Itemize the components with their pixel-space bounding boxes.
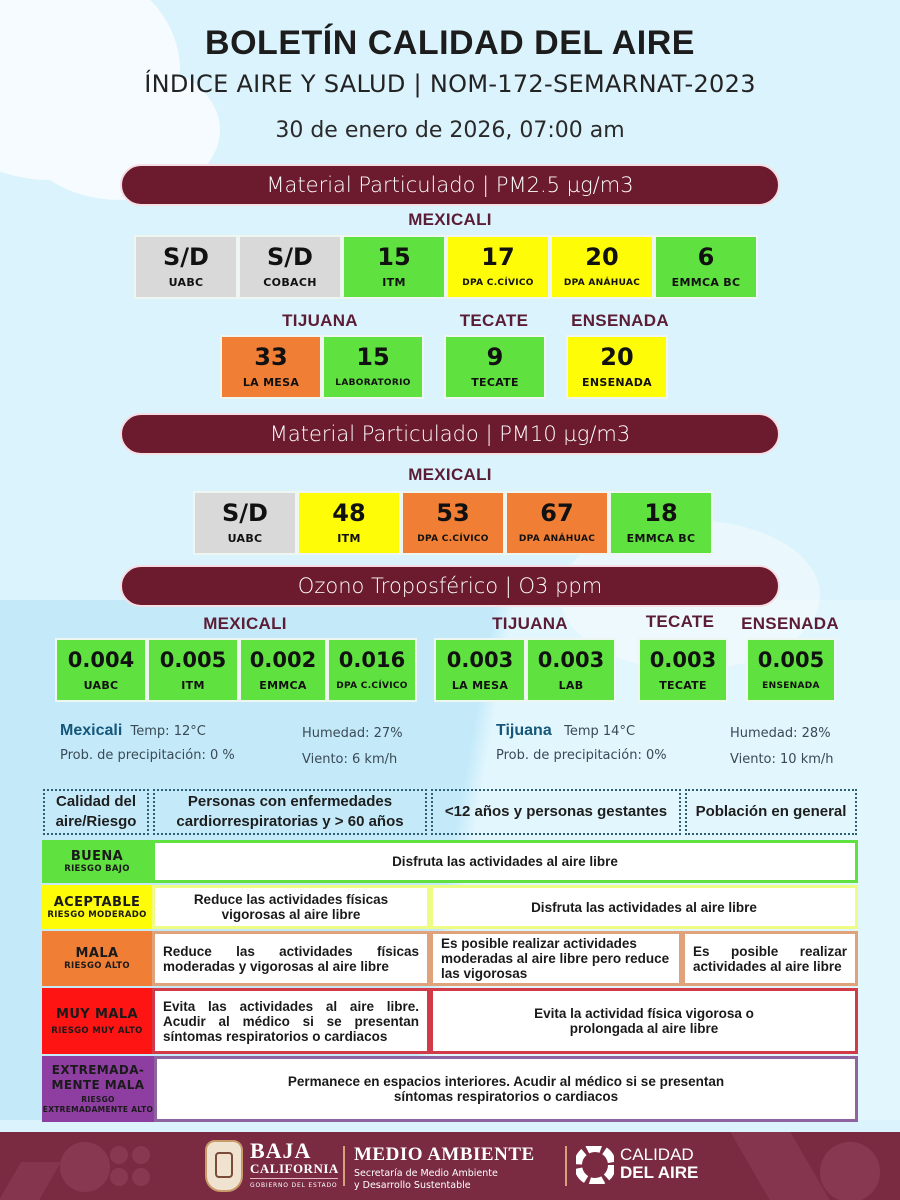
station-label: EMMCA xyxy=(259,679,307,692)
station-card xyxy=(638,638,728,702)
station-value: 0.004 xyxy=(67,648,135,672)
station-value: 33 xyxy=(254,343,288,371)
risk-level-risk: RIESGO EXTREMADAMENTE ALTO xyxy=(42,1095,154,1114)
station-value: 0.005 xyxy=(757,648,825,672)
page-title: BOLETÍN CALIDAD DEL AIRE xyxy=(205,24,695,62)
station-label: ITM xyxy=(181,679,205,692)
risk-level-risk: RIESGO ALTO xyxy=(64,961,130,971)
o3-tijuana-stations xyxy=(434,638,616,702)
risk-level-name: BUENA xyxy=(70,849,124,864)
decoration xyxy=(0,1162,61,1200)
station-card xyxy=(297,491,401,555)
station-label: LAB xyxy=(558,679,584,692)
station-value: 0.002 xyxy=(249,648,317,672)
recommendation-others: Evita la actividad física vigorosa o prolongada al aire libre xyxy=(430,988,858,1054)
o3-tecate-stations xyxy=(638,638,728,702)
risk-level xyxy=(42,840,152,883)
station-value: 0.003 xyxy=(446,648,514,672)
decoration xyxy=(132,1146,150,1164)
pm25-banner: Material Particulado | PM2.5 µg/m3 xyxy=(120,164,780,206)
o3-city-mexicali: MEXICALI xyxy=(203,614,287,633)
station-value: 20 xyxy=(600,343,634,371)
footer-dept-title: MEDIO AMBIENTE xyxy=(354,1144,535,1165)
weather-wind: Viento: 10 km/h xyxy=(730,752,834,767)
weather-tijuana-line1 xyxy=(496,722,635,740)
station-card xyxy=(654,235,758,299)
station-card xyxy=(566,335,668,399)
decoration xyxy=(730,1132,829,1200)
divider xyxy=(565,1146,567,1186)
station-label: ENSENADA xyxy=(762,681,820,691)
weather-wind: Viento: 6 km/h xyxy=(302,752,398,767)
station-label: TECATE xyxy=(659,679,707,692)
weather-precip: Prob. de precipitación: 0 % xyxy=(60,748,235,763)
decoration xyxy=(820,1142,880,1200)
station-label: DPA C.CÍVICO xyxy=(417,534,489,544)
station-label: DPA C.CÍVICO xyxy=(336,681,408,691)
station-card xyxy=(505,491,609,555)
station-label: DPA ANÁHUAC xyxy=(563,278,641,288)
bulletin-date: 30 de enero de 2026, 07:00 am xyxy=(275,118,625,143)
station-value: 48 xyxy=(332,499,366,527)
recommendation-sensitive: Reduce las actividades físicas vigorosas al aire libre xyxy=(152,885,430,929)
o3-city-tijuana: TIJUANA xyxy=(492,614,568,633)
station-value: 6 xyxy=(697,243,715,271)
station-card xyxy=(401,491,505,555)
station-card xyxy=(327,638,417,702)
o3-ensenada-stations xyxy=(746,638,836,702)
recommendation-all: Disfruta las actividades al aire libre xyxy=(152,840,858,883)
risk-table-header xyxy=(43,789,861,835)
station-label: ITM xyxy=(382,276,406,289)
pm25-tijuana-stations xyxy=(220,335,424,399)
station-value: S/D xyxy=(267,243,313,271)
station-card xyxy=(322,335,424,399)
risk-level xyxy=(42,931,152,986)
risk-level-name: MUY MALA xyxy=(56,1006,138,1022)
weather-temp: Temp: 12°C xyxy=(130,724,206,739)
footer-dept-sub1: Secretaría de Medio Ambiente xyxy=(354,1168,498,1179)
footer-brand-line2: DEL AIRE xyxy=(620,1163,699,1182)
decoration xyxy=(110,1146,128,1164)
pm25-city-mexicali: MEXICALI xyxy=(408,210,492,229)
station-label: DPA ANÁHUAC xyxy=(518,534,596,544)
o3-banner: Ozono Troposférico | O3 ppm xyxy=(120,565,780,607)
footer-state-line1: BAJA xyxy=(250,1138,312,1163)
station-card xyxy=(55,638,147,702)
station-label: LA MESA xyxy=(242,376,300,389)
station-card xyxy=(147,638,239,702)
pm25-city-tijuana: TIJUANA xyxy=(282,311,358,330)
station-card xyxy=(238,235,342,299)
risk-row-muy-mala xyxy=(42,988,858,1054)
station-label: UABC xyxy=(168,276,204,289)
station-card xyxy=(134,235,238,299)
risk-row-mala xyxy=(42,931,858,986)
station-label: EMMCA BC xyxy=(671,276,741,289)
divider xyxy=(250,1178,338,1179)
station-card xyxy=(444,335,546,399)
footer-state-line2: CALIFORNIA xyxy=(250,1161,339,1176)
pm10-banner: Material Particulado | PM10 µg/m3 xyxy=(120,413,780,455)
weather-precip: Prob. de precipitación: 0% xyxy=(496,748,667,763)
decoration xyxy=(132,1168,150,1186)
recommendation-sensitive: Evita las actividades al aire libre. Acudir al médico si se presentan síntomas respiratorios o cardiacos xyxy=(152,988,430,1054)
risk-level-risk: RIESGO MODERADO xyxy=(47,909,147,920)
station-label: UABC xyxy=(83,679,119,692)
station-card xyxy=(220,335,322,399)
risk-row-extremadamente-mala xyxy=(42,1056,858,1122)
station-value: 53 xyxy=(436,499,470,527)
risk-level xyxy=(42,885,152,929)
pm10-city-mexicali: MEXICALI xyxy=(408,465,492,484)
station-card xyxy=(193,491,297,555)
page-subtitle: ÍNDICE AIRE Y SALUD | NOM-172-SEMARNAT-2023 xyxy=(144,70,756,98)
o3-city-tecate: TECATE xyxy=(645,612,715,631)
station-card xyxy=(239,638,327,702)
risk-row-buena xyxy=(42,840,858,883)
station-value: 67 xyxy=(540,499,574,527)
risk-level-risk: RIESGO MUY ALTO xyxy=(51,1025,143,1036)
station-value: 15 xyxy=(377,243,411,271)
weather-temp: Temp 14°C xyxy=(564,724,636,739)
header-general-population: Población en general xyxy=(685,789,857,835)
recommendation-others: Disfruta las actividades al aire libre xyxy=(430,885,858,929)
station-value: 9 xyxy=(486,343,504,371)
recommendation-children: Es posible realizar actividades moderadas al aire libre pero reduce las vigorosas xyxy=(430,931,682,986)
station-value: 0.016 xyxy=(338,648,406,672)
station-label: ENSENADA xyxy=(582,376,652,389)
header-children-pregnant: <12 años y personas gestantes xyxy=(431,789,681,835)
station-card xyxy=(550,235,654,299)
weather-humidity: Humedad: 28% xyxy=(730,726,831,741)
station-card xyxy=(609,491,713,555)
weather-mexicali-line1 xyxy=(60,722,206,740)
station-label: LABORATORIO xyxy=(335,378,411,388)
weather-humidity: Humedad: 27% xyxy=(302,726,403,741)
station-card xyxy=(746,638,836,702)
station-value: 0.003 xyxy=(537,648,605,672)
station-label: COBACH xyxy=(263,276,317,289)
decoration xyxy=(110,1168,128,1186)
station-value: 18 xyxy=(644,499,678,527)
pm25-city-tecate: TECATE xyxy=(459,311,529,330)
divider xyxy=(343,1146,345,1186)
station-label: ITM xyxy=(337,532,361,545)
risk-level-name: MALA xyxy=(75,946,119,961)
footer-dept-sub2: y Desarrollo Sustentable xyxy=(354,1180,471,1191)
station-value: 0.003 xyxy=(649,648,717,672)
station-label: LA MESA xyxy=(451,679,509,692)
risk-level-name: ACEPTABLE xyxy=(53,894,141,910)
o3-mexicali-stations xyxy=(55,638,417,702)
station-card xyxy=(434,638,526,702)
station-value: 17 xyxy=(481,243,515,271)
header-air-quality: Calidad del aire/Riesgo xyxy=(43,789,149,835)
station-card xyxy=(342,235,446,299)
station-card xyxy=(526,638,616,702)
risk-level-risk: RIESGO BAJO xyxy=(64,864,130,874)
station-label: UABC xyxy=(227,532,263,545)
recommendation-general: Es posible realizar actividades al aire libre xyxy=(682,931,858,986)
risk-row-aceptable xyxy=(42,885,858,929)
weather-city-mexicali: Mexicali xyxy=(60,722,123,739)
recommendation-all: Permanece en espacios interiores. Acudir al médico si se presentan síntomas respiratorios o cardiacos xyxy=(154,1056,858,1122)
risk-level xyxy=(42,988,152,1054)
footer-state-line3: GOBIERNO DEL ESTADO xyxy=(250,1182,338,1189)
o3-city-ensenada: ENSENADA xyxy=(741,614,839,633)
pm25-city-ensenada: ENSENADA xyxy=(571,311,669,330)
weather-city-tijuana: Tijuana xyxy=(496,722,552,739)
pm10-mexicali-stations xyxy=(193,491,713,555)
decoration xyxy=(60,1142,110,1192)
header-sensitive-adults: Personas con enfermedades cardiorrespiratorias y > 60 años xyxy=(153,789,427,835)
station-card xyxy=(446,235,550,299)
station-value: S/D xyxy=(163,243,209,271)
footer-brand-line1: CALIDAD xyxy=(620,1145,694,1164)
air-quality-logo-icon xyxy=(576,1146,614,1184)
pm25-ensenada-stations xyxy=(566,335,668,399)
station-value: 20 xyxy=(585,243,619,271)
station-value: 15 xyxy=(356,343,390,371)
station-value: S/D xyxy=(222,499,268,527)
risk-level-name: EXTREMADA- MENTE MALA xyxy=(51,1063,145,1092)
recommendation-sensitive: Reduce las actividades físicas moderadas y vigorosas al aire libre xyxy=(152,931,430,986)
state-crest-icon xyxy=(205,1140,243,1192)
pm25-tecate-stations xyxy=(444,335,546,399)
station-label: DPA C.CÍVICO xyxy=(462,278,534,288)
station-label: TECATE xyxy=(471,376,519,389)
station-label: EMMCA BC xyxy=(626,532,696,545)
station-value: 0.005 xyxy=(159,648,227,672)
risk-level xyxy=(42,1056,154,1122)
footer xyxy=(0,1132,900,1200)
pm25-mexicali-stations xyxy=(134,235,758,299)
